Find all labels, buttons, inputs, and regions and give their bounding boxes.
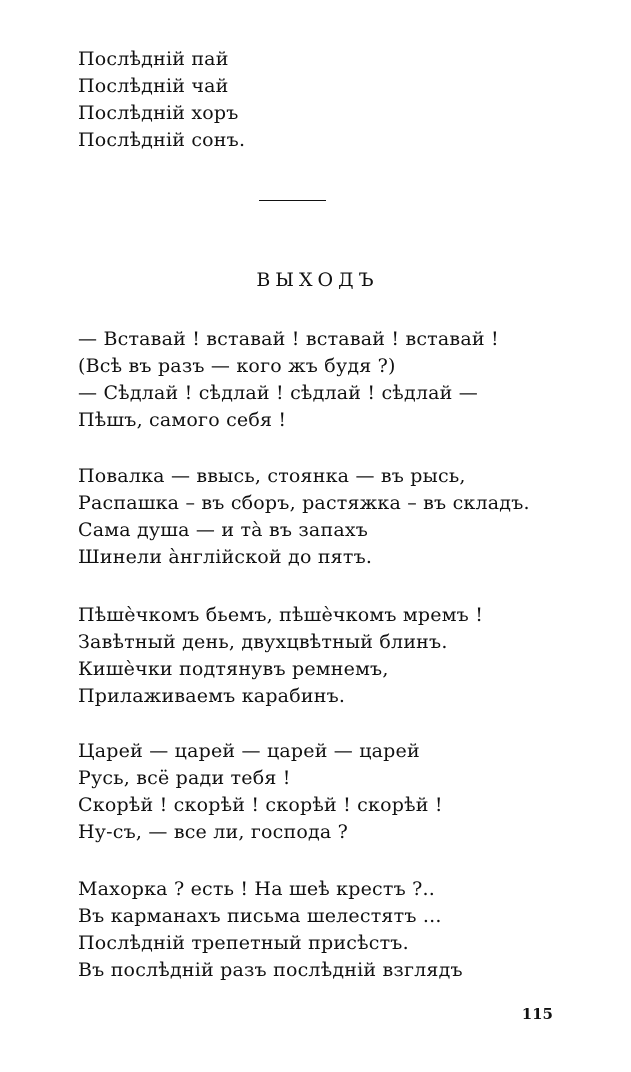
poem-line: Послѣдній сонъ. [78, 129, 246, 151]
poem-line: Махорка ? есть ! На шеѣ крестъ ?.. [78, 878, 435, 900]
poem-line: Распашка – въ сборъ, растяжка – въ складъ. [78, 492, 530, 514]
stanza-5 [78, 876, 463, 984]
poem-line: Ну-съ, — все ли, господа ? [78, 821, 349, 843]
poem-line: Въ карманахъ письма шелестятъ ... [78, 905, 442, 927]
poem-line: Русь, всё ради тебя ! [78, 767, 291, 789]
poem-line: Послѣдній трепетный присѣстъ. [78, 932, 409, 954]
previous-poem-ending [78, 46, 245, 154]
poem-line: Въ послѣдній разъ послѣдній взглядъ [78, 959, 463, 981]
poem-line: Прилаживаемъ карабинъ. [78, 685, 346, 707]
poem-line: Послѣдній пай [78, 48, 229, 70]
poem-line: Царей — царей — царей — царей [78, 740, 420, 762]
stanza-1 [78, 326, 499, 434]
poem-line: Пѣшѐчкомъ бьемъ, пѣшѐчкомъ мремъ ! [78, 604, 484, 626]
poem-title: ВЫХОДЪ [256, 269, 379, 291]
poem-line: Скорѣй ! скорѣй ! скорѣй ! скорѣй ! [78, 794, 443, 816]
poem-line: Кишѐчки подтянувъ ремнемъ, [78, 658, 389, 680]
poem-line: Сама душа — и тà въ запахъ [78, 519, 369, 541]
poem-line: Шинели àнглійской до пятъ. [78, 546, 373, 568]
poem-line: Повалка — ввысь, стоянка — въ рысь, [78, 465, 466, 487]
stanza-4 [78, 738, 443, 846]
poem-line: — Сѣдлай ! сѣдлай ! сѣдлай ! сѣдлай — [78, 382, 478, 404]
page-number: 115 [521, 1005, 553, 1023]
poem-line: (Всѣ въ разъ — кого жъ будя ?) [78, 355, 396, 377]
stanza-3 [78, 602, 483, 710]
section-divider [259, 200, 326, 201]
stanza-2 [78, 463, 530, 571]
poem-line: Пѣшъ, самого себя ! [78, 409, 287, 431]
poem-line: Послѣдній чай [78, 75, 229, 97]
poem-line: Послѣдній хоръ [78, 102, 239, 124]
poem-line: Завѣтный день, двухцвѣтный блинъ. [78, 631, 448, 653]
poem-line: — Вставай ! вставай ! вставай ! вставай ! [78, 328, 499, 350]
